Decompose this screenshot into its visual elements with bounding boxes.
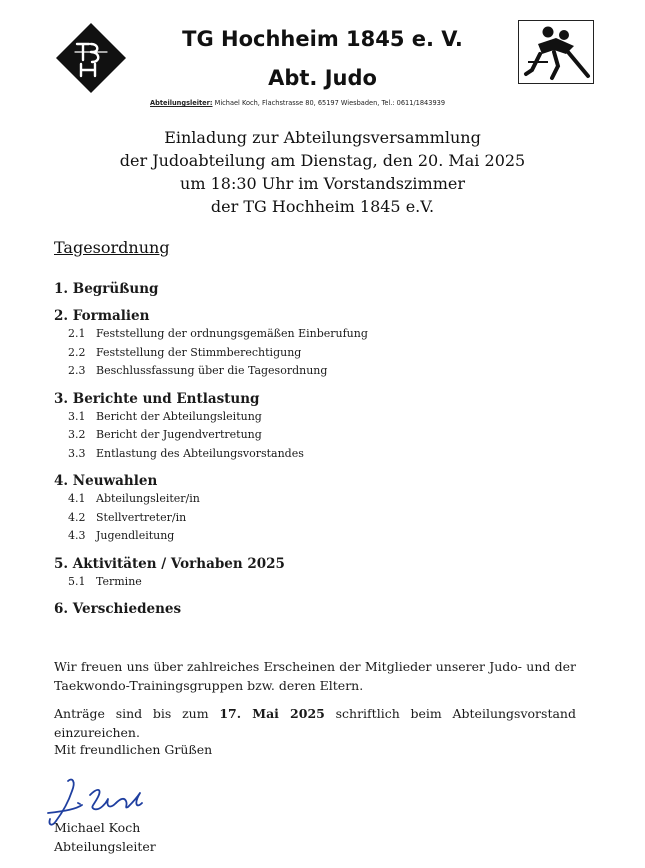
agenda-section	[54, 307, 594, 381]
agenda-item-number: 4.3	[68, 529, 86, 542]
agenda-item	[54, 445, 594, 464]
deadline-paragraph	[54, 704, 576, 742]
leader-label: Abteilungsleiter:	[150, 99, 213, 107]
agenda-section-title: 4. Neuwahlen	[54, 473, 158, 489]
agenda-item-number: 3.2	[68, 428, 86, 441]
agenda-section	[54, 390, 594, 464]
agenda-item-number: 2.3	[68, 364, 86, 377]
agenda-item-number: 4.1	[68, 492, 86, 505]
deadline-text: Anträge sind bis zum	[54, 706, 220, 721]
signer-name: Michael Koch	[54, 820, 141, 835]
agenda-section-title: 6. Verschiedenes	[54, 601, 182, 617]
agenda-section	[54, 280, 594, 298]
agenda-item-text: Entlastung des Abteilungsvorstandes	[96, 446, 304, 460]
agenda-item-text: Feststellung der Stimmberechtigung	[96, 345, 302, 359]
agenda-list	[54, 280, 594, 627]
agenda-item-text: Abteilungsleiter/in	[96, 492, 200, 505]
agenda-item-text: Bericht der Abteilungsleitung	[96, 409, 262, 423]
agenda-section	[54, 555, 594, 592]
deadline-text: schriftlich beim Abteilungsvorstand einzureichen.	[54, 706, 576, 740]
agenda-item	[54, 325, 594, 344]
signer-role: Abteilungsleiter	[54, 839, 156, 854]
agenda-item-text: Jugendleitung	[96, 529, 175, 542]
club-name: TG Hochheim 1845 e. V.	[182, 27, 463, 51]
agenda-item-text: Bericht der Jugendvertretung	[96, 428, 262, 441]
leader-contact: Michael Koch, Flachstrasse 80, 65197 Wiesbaden, Tel.: 0611/1843939	[214, 99, 446, 107]
agenda-section-title: 5. Aktivitäten / Vorhaben 2025	[54, 555, 285, 572]
signer-block	[54, 818, 156, 856]
invitation-block	[0, 126, 645, 218]
invitation-line: Einladung zur Abteilungsversammlung	[164, 128, 481, 147]
agenda-section-title: 1. Begrüßung	[54, 281, 159, 297]
invitation-line: um 18:30 Uhr im Vorstandszimmer	[180, 174, 465, 193]
agenda-item-text: Beschlussfassung über die Tagesordnung	[96, 364, 328, 377]
agenda-item	[54, 408, 594, 427]
agenda-item-number: 4.2	[68, 510, 86, 524]
agenda-item-number: 3.1	[68, 409, 86, 423]
agenda-item-number: 2.1	[68, 327, 86, 340]
closing-paragraph: Wir freuen uns über zahlreiches Erscheinen der Mitglieder unserer Judo- und der Taekwondo-Trainingsgruppen bzw. deren Eltern.	[54, 659, 576, 693]
agenda-item	[54, 362, 594, 381]
agenda-item-number: 5.1	[68, 574, 86, 588]
agenda-item-text: Feststellung der ordnungsgemäßen Einberufung	[96, 327, 368, 340]
invitation-line: der TG Hochheim 1845 e.V.	[210, 197, 435, 216]
agenda-section-title: 2. Formalien	[54, 308, 150, 324]
agenda-item	[54, 573, 594, 592]
agenda-item-number: 3.3	[68, 446, 86, 460]
agenda-item	[54, 490, 594, 509]
agenda-section	[54, 472, 594, 546]
agenda-item	[54, 509, 594, 528]
agenda-item	[54, 527, 594, 546]
greeting: Mit freundlichen Grüßen	[54, 742, 213, 757]
agenda-item-text: Stellvertreter/in	[96, 510, 187, 524]
department-name: Abt. Judo	[268, 66, 377, 90]
agenda-item	[54, 426, 594, 445]
agenda-section	[54, 600, 594, 618]
agenda-item-text: Termine	[96, 574, 142, 588]
agenda-section-title: 3. Berichte und Entlastung	[54, 390, 260, 407]
agenda-item	[54, 344, 594, 363]
leader-contact-line	[150, 99, 445, 107]
deadline-date: 17. Mai 2025	[219, 706, 325, 721]
agenda-item-number: 2.2	[68, 345, 86, 359]
invitation-line: der Judoabteilung am Dienstag, den 20. Mai 2025	[119, 151, 526, 170]
agenda-heading: Tagesordnung	[54, 238, 170, 257]
